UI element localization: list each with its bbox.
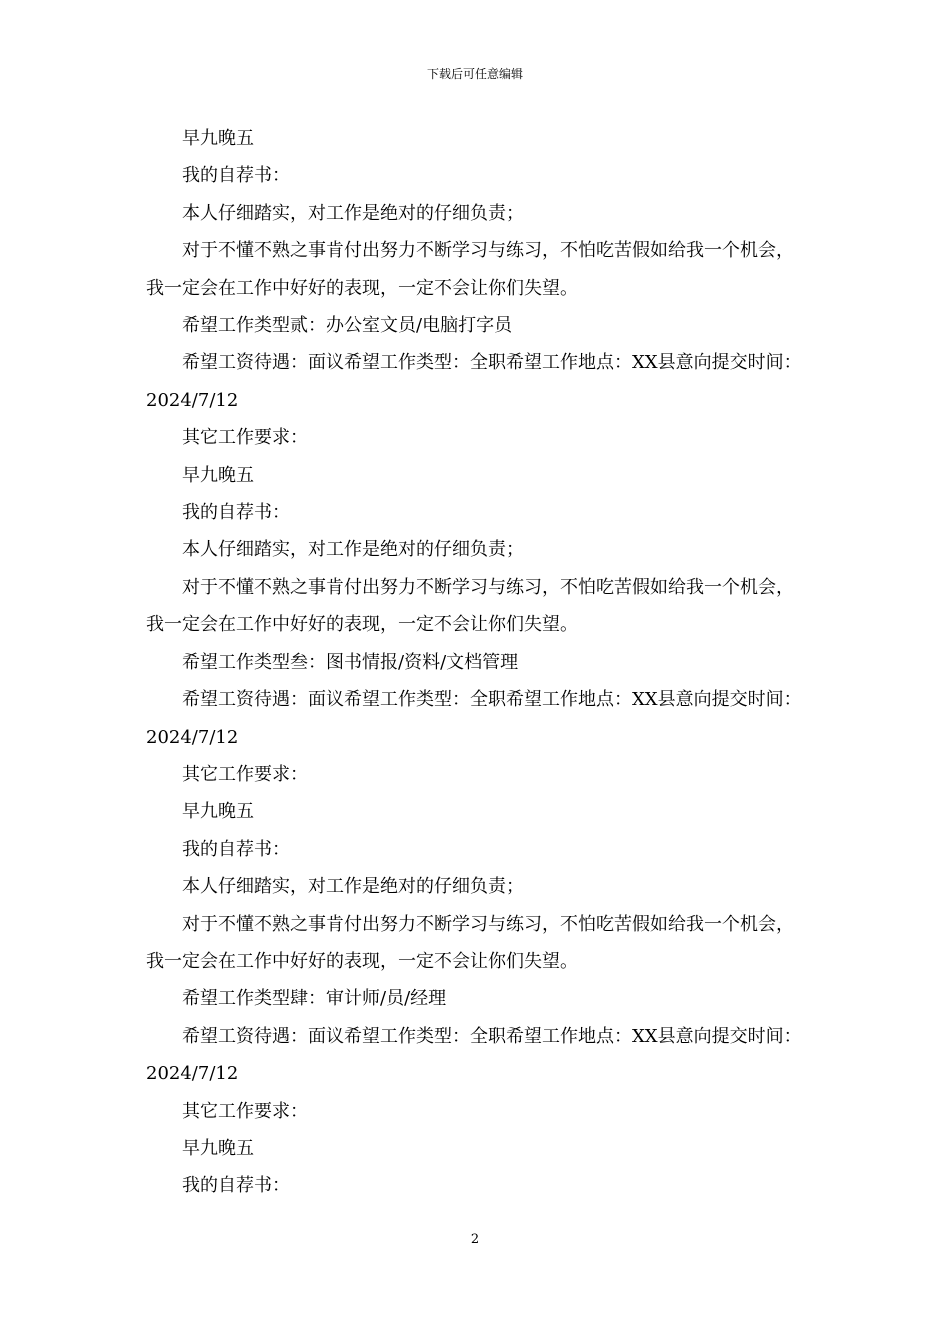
page-number: 2 <box>470 1232 480 1247</box>
paragraph: 我的自荐书： <box>182 1175 290 1197</box>
paragraph: 我的自荐书： <box>182 502 290 524</box>
paragraph: 本人仔细踏实，对工作是绝对的仔细负责； <box>182 876 524 898</box>
paragraph: 希望工资待遇：面议希望工作类型：全职希望工作地点：XX县意向提交时间：2024/7/12 <box>146 689 802 748</box>
paragraph: 希望工资待遇：面议希望工作类型：全职希望工作地点：XX县意向提交时间：2024/7/12 <box>146 1025 802 1085</box>
paragraph: 希望工作类型叁：图书情报/资料/文档管理 <box>182 651 519 673</box>
paragraph: 其它工作要求： <box>182 763 308 785</box>
paragraph: 早九晚五 <box>182 128 254 149</box>
paragraph: 希望工作类型肆：审计师/员/经理 <box>182 988 447 1010</box>
paragraph: 希望工资待遇：面议希望工作类型：全职希望工作地点：XX县意向提交时间：2024/7/12 <box>146 352 802 411</box>
paragraph: 本人仔细踏实，对工作是绝对的仔细负责； <box>182 539 524 561</box>
paragraph: 本人仔细踏实，对工作是绝对的仔细负责； <box>182 202 524 224</box>
paragraph: 希望工作类型贰：办公室文员/电脑打字员 <box>182 315 513 337</box>
paragraph: 早九晚五 <box>182 1137 254 1159</box>
paragraph: 我的自荐书： <box>182 165 290 187</box>
paragraph: 对于不懂不熟之事肯付出努力不断学习与练习，不怕吃苦假如给我一个机会，我一定会在工作中好好的表现，一定不会让你们失望。 <box>146 240 794 299</box>
paragraph: 早九晚五 <box>182 464 254 486</box>
document-body <box>146 120 810 1205</box>
paragraph: 我的自荐书： <box>182 838 290 860</box>
paragraph: 对于不懂不熟之事肯付出努力不断学习与练习，不怕吃苦假如给我一个机会，我一定会在工作中好好的表现，一定不会让你们失望。 <box>146 576 794 636</box>
paragraph: 其它工作要求： <box>182 1100 308 1122</box>
page-header: 下载后可任意编辑 <box>426 67 523 81</box>
paragraph: 对于不懂不熟之事肯付出努力不断学习与练习，不怕吃苦假如给我一个机会，我一定会在工作中好好的表现，一定不会让你们失望。 <box>146 913 794 972</box>
paragraph: 其它工作要求： <box>182 427 308 449</box>
paragraph: 早九晚五 <box>182 801 254 823</box>
